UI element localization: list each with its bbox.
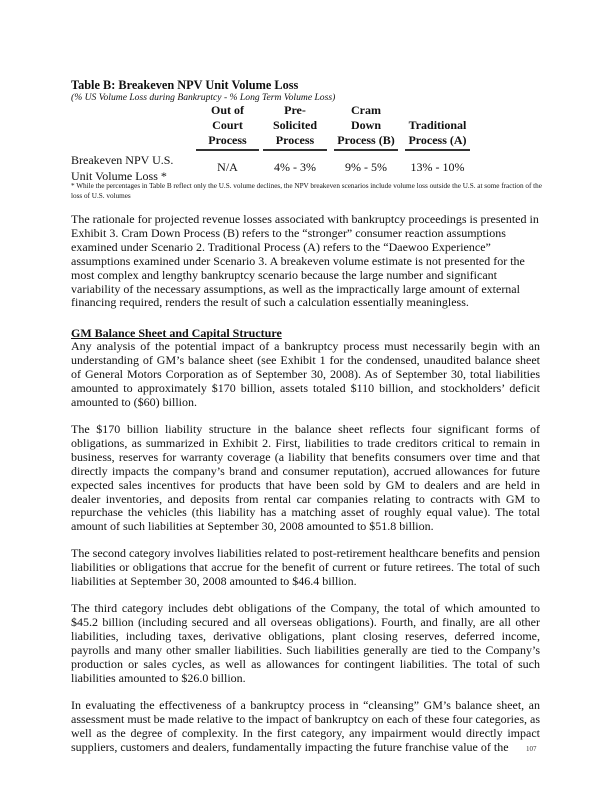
header-line: Down [350, 118, 381, 132]
paragraph-analysis: Any analysis of the potential impact of a bankruptcy process must necessarily begin with an understanding of GM’s balance sheet (see Exhibit 1 for the condensed, unaudited balance sheet of General Motors Corporation as of September 30, 2008). As of September 30, total liabilities amounted to approximately $170 billion, assets totaled $110 billion, and stockholders’ deficit amounted to ($60) billion. [71, 339, 540, 409]
header-underline [405, 149, 470, 151]
header-line: Traditional [408, 118, 467, 132]
column-header-out-of-court [196, 103, 259, 148]
header-line: Cram [351, 103, 381, 117]
page-number: 107 [526, 745, 537, 753]
column-header-pre-solicited [263, 103, 327, 148]
header-line: Process (A) [408, 133, 467, 147]
paragraph-second-category: The second category involves liabilities related to post-retirement healthcare benefits and pension liabilities or obligations that accrue for the benefit of current or future retirees. The total of such liabilities at September 30, 2008 amounted to $46.4 billion. [71, 546, 540, 588]
header-line: Process [275, 133, 315, 147]
paragraph-rationale: The rationale for projected revenue losses associated with bankruptcy proceedings is presented in Exhibit 3. Cram Down Process (B) refers to the “stronger” consumer reaction assumptions examined under Scenario 2. Traditional Process (A) refers to the “Daewoo Experience” assumptions examined under Scenario 3. A breakeven volume estimate is not presented for the most complex and lengthy bankruptcy scenario because the large number and significant variability of the necessary assumptions, as well as the impractically large amount of external financing required, renders the result of such a calculation essentially meaningless. [71, 212, 539, 310]
table-subtitle: (% US Volume Loss during Bankruptcy - % Long Term Volume Loss) [71, 92, 336, 103]
table-cell: 9% - 5% [345, 160, 387, 174]
table-cell: 13% - 10% [410, 160, 465, 174]
paragraph-third-category: The third category includes debt obligations of the Company, the total of which amounted to $45.2 billion (including secured and all overseas obligations). Fourth, and finally, are all other liabilities, including taxes, derivative obligations, plant closing reserves, deferred income, payrolls and many other smaller liabilities. Such liabilities generally are tied to the Company’s production or sales cycles, as well as allowances for contingent liabilities. The total of such liabilities amounted to $26.0 billion. [71, 601, 540, 685]
table-footnote: * While the percentages in Table B reflect only the U.S. volume declines, the NPV breakeven scenarios include volume loss outside the U.S. at some fraction of the loss of U.S. volumes [71, 182, 542, 200]
table-title: Table B: Breakeven NPV Unit Volume Loss [71, 78, 299, 92]
header-underline [263, 149, 327, 151]
table-cell: N/A [217, 160, 238, 174]
header-line: Court [212, 118, 243, 132]
paragraph-evaluating: In evaluating the effectiveness of a bankruptcy process in “cleansing” GM’s balance sheet, an assessment must be made relative to the impact of bankruptcy on each of these four categories, as well as the degree of complexity. In the first category, any impairment would directly impact suppliers, customers and dealers, fundamentally impacting the future franchise value of the [71, 698, 540, 754]
header-line: Pre- [284, 103, 306, 117]
paragraph-liability-structure: The $170 billion liability structure in the balance sheet reflects four significant forms of obligations, as summarized in Exhibit 2. First, liabilities to trade creditors critical to remain in business, reserves for warranty coverage (a liability that benefits consumers over time and that directly impacts the company’s brand and consumer reputation), accrued allowances for future expected sales incentives for products that have been sold by GM to dealers and are held in dealer inventories, and deposits from rental car companies relating to contracts with GM to repurchase the vehicles (this liability has a matching asset of roughly equal value). The total amount of such liabilities at September 30, 2008 amounted to $51.8 billion. [71, 422, 540, 534]
header-line: Process (B) [337, 133, 395, 147]
header-line: Out of [211, 103, 244, 117]
table-cell: 4% - 3% [274, 160, 316, 174]
section-heading: GM Balance Sheet and Capital Structure [71, 326, 282, 340]
header-underline [196, 149, 259, 151]
column-header-cram-down [334, 103, 398, 148]
header-line: Solicited [273, 118, 317, 132]
row-label-line: Unit Volume Loss * [71, 168, 167, 183]
header-line [405, 103, 470, 118]
header-line: Process [208, 133, 247, 147]
header-underline [334, 149, 398, 151]
column-header-traditional [405, 103, 470, 148]
row-label-line: Breakeven NPV U.S. [71, 153, 174, 167]
row-label [71, 153, 173, 184]
